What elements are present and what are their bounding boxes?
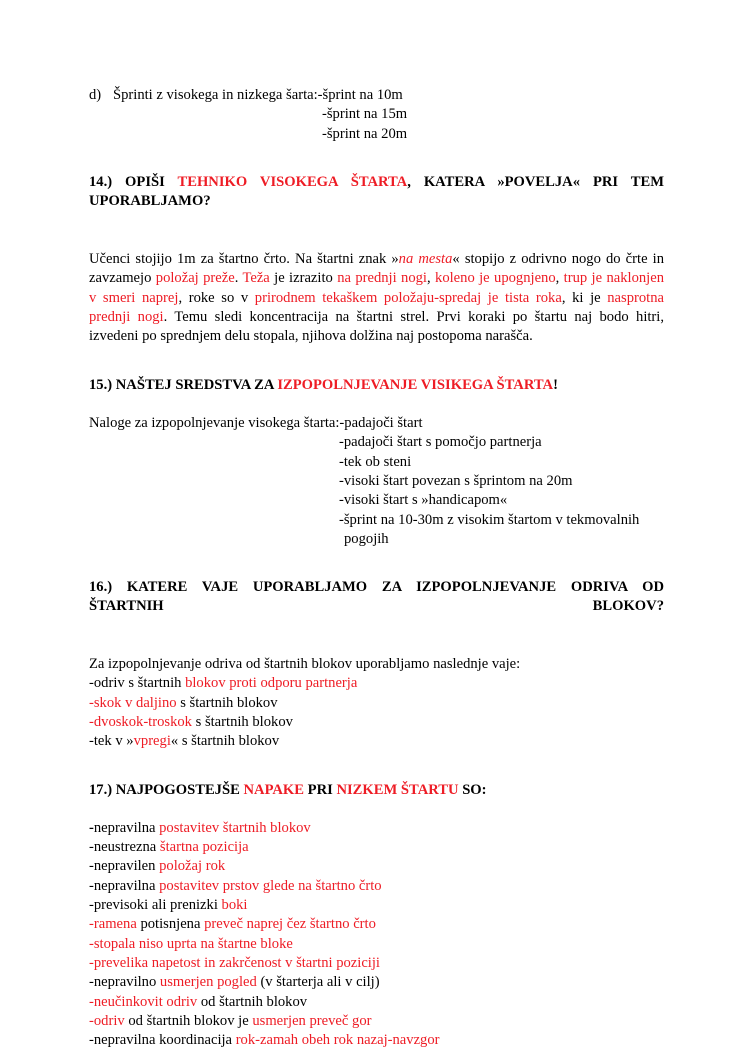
text-run: rok-zamah obeh rok nazaj-navzgor <box>235 1032 440 1049</box>
question-14-number: 14.) <box>89 173 113 190</box>
text-run: . Temu sledi koncentracija na štartni strel. Prvi koraki po štartu naj bodo hitri, izvedeni po sprednjem delu stopala, njihova dolžina naj postopoma narašča. <box>89 309 664 345</box>
text-run: usmerjen pogled <box>159 974 257 991</box>
list-item: -visoki štart povezan s šprintom na 20m <box>339 473 573 489</box>
list-item <box>89 819 664 838</box>
list-item <box>89 954 664 973</box>
text-run: na prednji nogi <box>337 270 427 287</box>
text-run: štartna pozicija <box>159 839 249 856</box>
question-15-heading-part2: ! <box>553 376 558 393</box>
list-item-d-label: d) <box>89 87 102 103</box>
text-run: položaj preže <box>155 270 235 287</box>
list-item <box>89 1031 664 1050</box>
text-run: s štartnih blokov <box>176 694 278 711</box>
question-14-heading <box>89 173 664 231</box>
list-item <box>89 935 664 954</box>
question-15-heading <box>89 376 664 395</box>
list-item <box>89 838 664 857</box>
list-item-d <box>89 86 664 105</box>
text-run: , roke so v <box>178 289 255 306</box>
text-run: nepravilna <box>93 819 160 836</box>
list-item: -tek ob steni <box>339 453 412 470</box>
question-15-sub-list <box>89 433 664 549</box>
list-item <box>89 896 664 915</box>
text-run: od štartnih blokov je <box>124 1012 253 1029</box>
text-run: -nepravilna koordinacija <box>89 1032 236 1049</box>
text-run: Teža <box>242 270 270 287</box>
text-run: s štartnih blokov <box>191 713 293 730</box>
question-16-heading-part1: KATERE VAJE UPORABLJAMO ZA IZPOPOLNJEVANJE ODRIVA OD ŠTARTNIH BLOKOV? <box>89 579 664 615</box>
text-run: -neučinkovit odriv <box>89 993 198 1010</box>
text-run: -nepravilen <box>89 858 160 875</box>
list-item <box>89 915 664 934</box>
text-run: - <box>89 819 94 836</box>
question-14-answer-paragraph <box>89 250 664 347</box>
text-run: položaj rok <box>159 858 226 875</box>
list-item <box>89 713 664 732</box>
text-run: -tek v » <box>89 733 134 750</box>
question-14-heading-part1: OPIŠI <box>112 173 178 190</box>
text-run: na mesta <box>398 250 453 267</box>
text-run: -neustrezna <box>89 839 160 856</box>
question-17-number: 17.) <box>89 781 113 798</box>
text-run: , <box>555 270 564 287</box>
question-16-intro: Za izpopolnjevanje odriva od štartnih blokov uporabljamo naslednje vaje: <box>89 656 521 673</box>
question-15-number: 15.) <box>89 376 113 393</box>
text-run: -previsoki ali prenizki <box>89 897 222 914</box>
question-15-heading-part1: NAŠTEJ SREDSTVA ZA <box>112 376 278 393</box>
text-run: « s štartnih blokov <box>170 733 280 750</box>
text-run: , ki je <box>561 289 608 306</box>
list-item: -šprint na 10-30m z visokim štartom v tekmovalnih <box>339 511 640 528</box>
text-run: (v štarterja ali v cilj) <box>256 974 380 991</box>
text-run: Učenci stojijo 1m za štartno črto. Na štartni znak » <box>89 250 399 267</box>
question-14-heading-highlight: TEHNIKO VISOKEGA ŠTARTA <box>177 173 408 190</box>
text-run: blokov proti odporu partnerja <box>185 675 358 692</box>
text-run: postavitev prstov glede na štartno črto <box>159 877 382 894</box>
question-17-heading <box>89 781 664 800</box>
list-item <box>89 973 664 992</box>
list-item: -padajoči štart s pomočjo partnerja <box>339 434 542 451</box>
question-17-heading-part3: SO: <box>458 781 487 798</box>
question-17-heading-part2: PRI <box>304 781 337 798</box>
list-item <box>89 732 664 751</box>
text-run: -nepravilna <box>89 877 160 894</box>
list-item: -visoki štart s »handicapom« <box>339 492 508 509</box>
text-run: -odriv <box>89 1012 125 1029</box>
question-17-heading-highlight2: NIZKEM ŠTARTU <box>336 781 459 798</box>
question-16-heading <box>89 578 664 636</box>
text-run: od štartnih blokov <box>197 993 308 1010</box>
text-run: , <box>427 270 436 287</box>
list-item <box>89 674 664 693</box>
question-16-number: 16.) <box>89 579 113 596</box>
list-item <box>89 877 664 896</box>
question-17-list <box>89 819 664 1051</box>
text-run: -odriv s štartnih <box>89 675 186 692</box>
document-body <box>89 86 664 1050</box>
list-item <box>89 1012 664 1031</box>
question-16-list <box>89 674 664 751</box>
list-item: -šprint na 20m <box>322 125 408 142</box>
text-run: postavitev štartnih blokov <box>159 819 311 836</box>
text-run: -skok v daljino <box>89 694 177 711</box>
text-run: trup je naklonjen v smeri naprej <box>89 270 665 306</box>
list-item <box>89 993 664 1012</box>
question-17-heading-part1: NAJPOGOSTEJŠE <box>112 781 244 798</box>
question-15-intro: Naloge za izpopolnjevanje visokega štarta:-padajoči štart <box>89 415 423 432</box>
text-run: -nepravilno <box>89 974 160 991</box>
text-run: preveč naprej čez štartno črto <box>204 916 376 933</box>
list-item: -šprint na 15m <box>322 106 408 123</box>
list-item-d-text: Šprinti z visokega in nizkega šarta:-šprint na 10m <box>113 87 403 103</box>
text-run: « stopijo z odrivno nogo do črte in zavzamejo <box>89 250 664 287</box>
question-14-heading-part2: , KATERA »POVELJA« PRI TEM UPORABLJAMO? <box>89 173 665 210</box>
text-run: vpregi <box>133 733 171 750</box>
list-item-continuation: pogojih <box>344 530 389 547</box>
sprint-sub-lines <box>89 105 664 144</box>
text-run: potisnjena <box>136 916 205 933</box>
text-run: . <box>234 270 243 287</box>
text-run: -stopala niso uprta na štartne bloke <box>89 935 293 952</box>
text-run: -dvoskok-troskok <box>89 713 192 730</box>
text-run: boki <box>221 897 248 914</box>
list-item <box>89 857 664 876</box>
list-item <box>89 694 664 713</box>
text-run: nasprotna prednji nogi <box>89 289 664 325</box>
text-run: -prevelika napetost in zakrčenost v štartni poziciji <box>89 954 380 971</box>
text-run: je izrazito <box>269 270 338 287</box>
question-15-heading-highlight: IZPOPOLNJEVANJE VISIKEGA ŠTARTA <box>277 376 554 393</box>
text-run: prirodnem tekaškem položaju-spredaj je tista roka <box>254 289 562 306</box>
text-run: koleno je upognjeno <box>435 270 556 287</box>
text-run: -ramena <box>89 916 137 933</box>
question-17-heading-highlight: NAPAKE <box>243 781 305 798</box>
text-run: usmerjen preveč gor <box>252 1012 372 1029</box>
